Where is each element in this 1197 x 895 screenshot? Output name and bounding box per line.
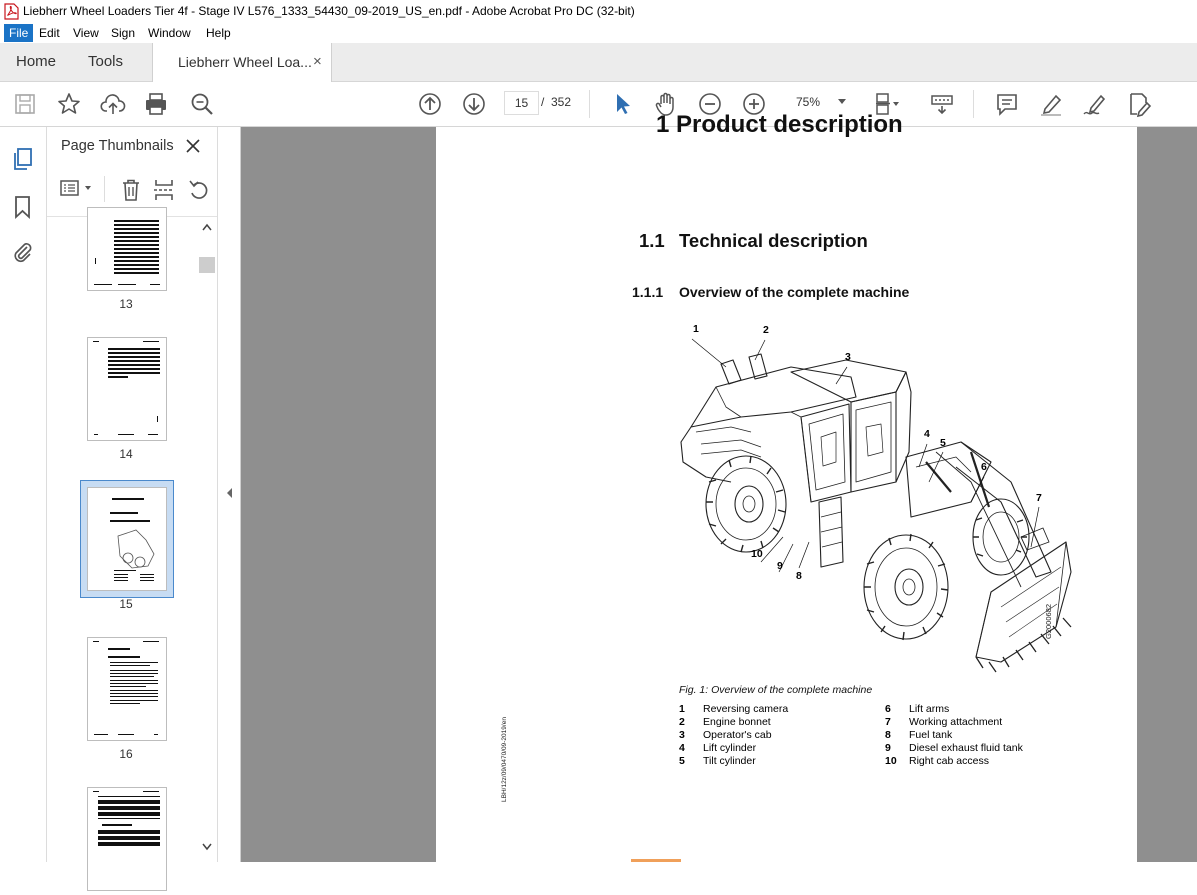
thumbnails-panel	[47, 127, 218, 862]
legend-text: Working attachment	[909, 716, 1003, 728]
thumbnail-label: 14	[119, 447, 133, 461]
scroll-up-icon[interactable]	[202, 223, 212, 231]
subsection-title: Overview of the complete machine	[679, 284, 910, 300]
previous-page-icon[interactable]	[416, 90, 444, 118]
delete-trash-icon[interactable]	[120, 178, 142, 202]
attachment-paperclip-icon[interactable]	[11, 240, 35, 264]
bookmark-icon[interactable]	[13, 195, 33, 219]
zoom-level-select[interactable]	[790, 91, 852, 113]
chapter-heading: 1 Product description	[656, 111, 903, 138]
menu-view[interactable]: View	[73, 26, 99, 40]
thumbnail-preview	[88, 208, 166, 290]
close-tab-icon[interactable]: ×	[313, 53, 322, 70]
figure-code: G2000682	[1044, 603, 1053, 639]
panel-title: Page Thumbnails	[61, 138, 174, 154]
legend-number: 4	[679, 742, 685, 754]
panel-collapse-strip[interactable]	[218, 127, 241, 862]
thumbnails-list	[47, 217, 199, 857]
tab-document[interactable]	[152, 43, 332, 82]
legend-number: 6	[885, 703, 891, 715]
legend-number: 5	[679, 755, 685, 767]
toolbar	[0, 82, 1197, 127]
navigation-rail	[0, 127, 47, 862]
legend-text: Lift arms	[909, 703, 950, 715]
menu-sign[interactable]: Sign	[111, 26, 136, 40]
legend-text: Operator's cab	[703, 729, 772, 741]
callout-label: 9	[777, 560, 783, 572]
page-total: 352	[551, 95, 572, 109]
thumbnail-label: 15	[119, 597, 133, 611]
legend-number: 2	[679, 716, 685, 728]
menu-file[interactable]: File	[4, 24, 33, 42]
callout-label: 8	[796, 570, 802, 582]
thumbnail-preview	[88, 638, 166, 740]
callout-label: 7	[1036, 492, 1042, 504]
panel-divider	[104, 176, 105, 202]
side-reference-text: LBH/12z/09/0470/09-2019/en	[501, 717, 508, 802]
thumbnail-preview	[88, 488, 166, 590]
thumbnail-preview	[88, 788, 166, 890]
callout-label: 10	[751, 548, 763, 560]
collapse-left-icon[interactable]	[225, 487, 233, 499]
wheel-loader-illustration	[671, 332, 1081, 682]
tab-bar	[0, 43, 1197, 82]
callout-label: 3	[845, 351, 851, 363]
callout-label: 2	[763, 324, 769, 336]
legend-number: 7	[885, 716, 891, 728]
edit-document-icon[interactable]	[1125, 90, 1153, 118]
section-number: 1.1	[639, 230, 665, 251]
title-bar	[0, 0, 1197, 23]
thumbnail-page[interactable]	[87, 787, 167, 891]
page-thumbnails-icon[interactable]	[11, 147, 35, 173]
thumbnail-page[interactable]	[87, 207, 167, 291]
cloud-upload-icon[interactable]	[99, 90, 127, 118]
subsection-number: 1.1.1	[632, 284, 664, 300]
document-viewer[interactable]	[241, 111, 1197, 862]
tab-document-label: Liebherr Wheel Loa...	[178, 54, 312, 70]
thumbnail-page[interactable]	[87, 637, 167, 741]
star-icon[interactable]	[55, 90, 83, 118]
menu-window[interactable]: Window	[148, 26, 191, 40]
acrobat-pdf-icon	[4, 3, 19, 20]
legend-text: Diesel exhaust fluid tank	[909, 742, 1023, 754]
figure-caption: Fig. 1: Overview of the complete machine	[679, 684, 873, 696]
page-separator: /	[541, 95, 545, 109]
thumbnail-page-selected[interactable]	[87, 487, 167, 591]
window-title: Liebherr Wheel Loaders Tier 4f - Stage IV L576_1333_54430_09-2019_US_en.pdf - Adobe Acrobat Pro DC (32-bit)	[23, 4, 635, 18]
callout-label: 4	[924, 428, 930, 440]
chevron-down-icon	[838, 99, 846, 105]
thumbnail-label: 13	[119, 297, 133, 311]
menu-bar	[0, 23, 1197, 43]
save-icon[interactable]	[11, 90, 39, 118]
toolbar-divider	[589, 90, 590, 118]
callout-label: 6	[981, 461, 987, 473]
toolbar-divider	[973, 90, 974, 118]
comment-icon[interactable]	[993, 90, 1021, 118]
close-panel-icon[interactable]	[186, 139, 200, 153]
legend-text: Fuel tank	[909, 729, 953, 741]
callout-label: 1	[693, 323, 699, 335]
callout-label: 5	[940, 437, 946, 449]
highlight-pen-icon[interactable]	[1037, 90, 1065, 118]
legend-text: Engine bonnet	[703, 716, 771, 728]
extract-pages-icon[interactable]	[153, 178, 175, 202]
thumbnail-preview	[88, 338, 166, 440]
scroll-mode-icon[interactable]	[928, 90, 956, 118]
page-number-input[interactable]: 15	[504, 91, 539, 115]
thumbnails-scrollbar[interactable]	[199, 217, 215, 857]
page-indicator-mark	[631, 859, 681, 862]
select-cursor-icon[interactable]	[608, 90, 636, 118]
menu-edit[interactable]: Edit	[39, 26, 60, 40]
legend-text: Right cab access	[909, 755, 989, 767]
legend-number: 8	[885, 729, 891, 741]
pdf-page	[436, 111, 1137, 862]
tab-tools[interactable]: Tools	[88, 53, 124, 70]
thumbnail-label: 16	[119, 747, 133, 761]
sign-pen-icon[interactable]	[1081, 90, 1109, 118]
tab-home[interactable]: Home	[16, 53, 57, 70]
legend-text: Reversing camera	[703, 703, 789, 715]
legend-text: Lift cylinder	[703, 742, 757, 754]
thumbnail-page[interactable]	[87, 337, 167, 441]
legend-number: 9	[885, 742, 891, 754]
legend-text: Tilt cylinder	[703, 755, 756, 767]
next-page-icon[interactable]	[460, 90, 488, 118]
legend-number: 10	[885, 755, 897, 767]
print-icon[interactable]	[142, 90, 170, 118]
menu-help[interactable]: Help	[206, 26, 231, 40]
legend-number: 1	[679, 703, 685, 715]
zoom-search-icon[interactable]	[188, 90, 216, 118]
scroll-down-icon[interactable]	[202, 843, 212, 851]
section-title: Technical description	[679, 230, 868, 251]
thumbnail-options-icon[interactable]	[60, 179, 96, 199]
rotate-page-icon[interactable]	[187, 178, 209, 202]
scrollbar-thumb[interactable]	[199, 257, 215, 273]
zoom-level-value: 75%	[796, 95, 821, 109]
legend-number: 3	[679, 729, 685, 741]
